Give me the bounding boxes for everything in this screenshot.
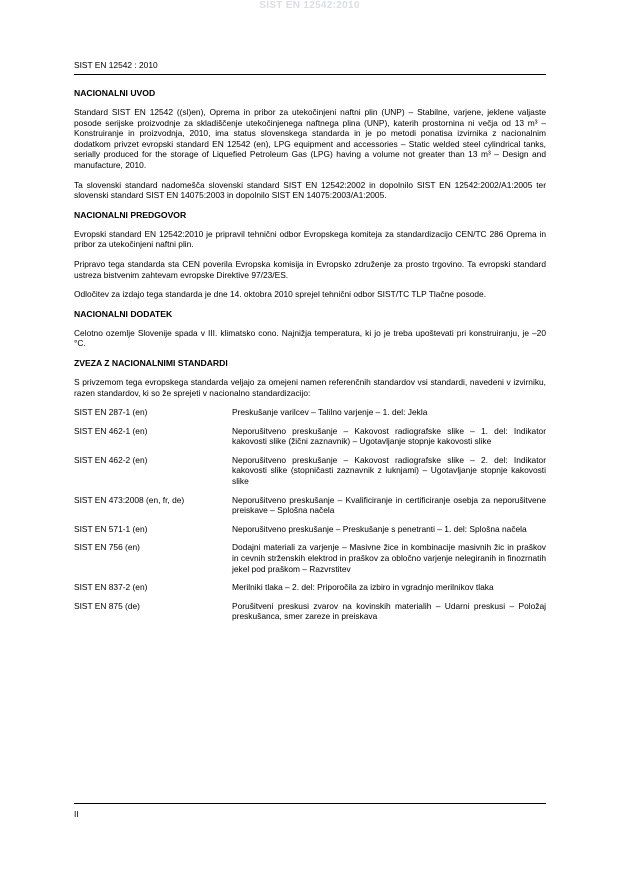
- reference-row: [74, 455, 546, 487]
- reference-title: Dodajni materiali za varjenje – Masivne žice in kombinacije masivnih žic in praškov in cevnih strženskih elektrod in praškov za obločno varjenje nelegiranih in finozrnatih jekel pod praškom – Razvrstitev: [232, 542, 546, 574]
- reference-row: [74, 582, 546, 593]
- heading-nacionalni-uvod: NACIONALNI UVOD: [74, 88, 156, 98]
- reference-code: SIST EN 287-1 (en): [74, 407, 148, 418]
- page-content: [74, 88, 546, 630]
- reference-code: SIST EN 462-1 (en): [74, 425, 148, 436]
- reference-code: SIST EN 473:2008 (en, fr, de): [74, 494, 185, 505]
- reference-row: [74, 426, 546, 447]
- reference-list: [74, 407, 546, 622]
- header-document-id: SIST EN 12542 : 2010: [74, 60, 158, 70]
- footer-rule: [74, 803, 546, 804]
- reference-title: Neporušitveno preskušanje – Kakovost radiografske slike – 1. del: Indikator kakovosti slike (žični zaznavnik) – Ugotavljanje stopnje kakovosti slike: [232, 425, 546, 447]
- paragraph: Evropski standard EN 12542:2010 je pripravil tehnični odbor Evropskega komiteja za standardizacijo CEN/TC 286 Oprema in pribor za utekočinjeni naftni plin.: [74, 228, 546, 250]
- reference-code: SIST EN 571-1 (en): [74, 523, 148, 534]
- reference-code: SIST EN 875 (de): [74, 600, 140, 611]
- paragraph: Odločitev za izdajo tega standarda je dne 14. oktobra 2010 sprejel tehnični odbor SIST/TC TLP Tlačne posode.: [74, 289, 487, 300]
- reference-row: [74, 601, 546, 622]
- watermark: SIST EN 12542:2010: [259, 0, 360, 11]
- heading-zveza-z-nacionalnimi-standardi: ZVEZA Z NACIONALNIMI STANDARDI: [74, 357, 228, 368]
- page-number: II: [74, 809, 79, 819]
- reference-code: SIST EN 756 (en): [74, 542, 140, 553]
- paragraph: Standard SIST EN 12542 ((sl)en), Oprema in pribor za utekočinjeni naftni plin (UNP) – Stabilne, varjene, jeklene valjaste posode serijske proizvodnje za skladiščenje utekočinjenega naftnega plina (UNP), katerih prostornina ni večja od 13 m³ – Konstruiranje in proizvodnja, 2010, ima status slovenskega standarda in je po metodi ponatisa izvirnika z nacionalnim dodatkom privzet evropski standard EN 12542 (en), LPG equipment and accessories – Static welded steel cylindrical tanks, serially produced for the storage of Liquefied Petroleum Gas (LPG) having a volume not greater than 13 m³ – Design and manufacture, 2010.: [74, 107, 546, 170]
- reference-title: Merilniki tlaka – 2. del: Priporočila za izbiro in vgradnjo merilnikov tlaka: [232, 582, 494, 593]
- reference-code: SIST EN 837-2 (en): [74, 582, 148, 593]
- heading-nacionalni-dodatek: NACIONALNI DODATEK: [74, 308, 173, 319]
- header-rule: [74, 74, 546, 75]
- reference-title: Neporušitveno preskušanje – Preskušanje s penetranti – 1. del: Splošna načela: [232, 523, 527, 534]
- paragraph: Celotno ozemlje Slovenije spada v III. klimatsko cono. Najnižja temperatura, ki jo je treba upoštevati pri konstruiranju, je –20 °C.: [74, 327, 546, 349]
- reference-row: [74, 495, 546, 516]
- reference-title: Neporušitveno preskušanje – Kakovost radiografske slike – 2. del: Indikator kakovosti slike (stopničasti zaznavnik z luknjami) – Ugotavljanje stopnje kakovosti slike: [232, 454, 546, 487]
- paragraph: Pripravo tega standarda sta CEN poverila Evropska komisija in Evropsko združenje za prosto trgovino. Ta evropski standard ustreza bistvenim zahtevam evropske Direktive 97/23/ES.: [74, 258, 546, 280]
- reference-row: [74, 407, 546, 418]
- paragraph: S privzemom tega evropskega standarda veljajo za omejeni namen referenčnih standardov vsi standardi, navedeni v izvirniku, razen standardov, ki so že sprejeti v nacionalno standardizacijo:: [74, 376, 546, 398]
- reference-title: Porušitveni preskusi zvarov na kovinskih materialih – Udarni preskusi – Položaj preskušanca, smer zareze in preiskava: [232, 600, 546, 622]
- reference-row: [74, 542, 546, 574]
- reference-title: Preskušanje varilcev – Talilno varjenje – 1. del: Jekla: [232, 407, 428, 418]
- heading-nacionalni-predgovor: NACIONALNI PREDGOVOR: [74, 209, 187, 220]
- reference-title: Neporušitveno preskušanje – Kvalificiranje in certificiranje osebja za neporušitvene preiskave – Splošna načela: [232, 494, 546, 516]
- reference-code: SIST EN 462-2 (en): [74, 454, 148, 465]
- paragraph: Ta slovenski standard nadomešča slovenski standard SIST EN 12542:2002 in dopolnilo SIST EN 12542:2002/A1:2005 ter slovenski standard SIST EN 14075:2003 in dopolnilo SIST EN 14075:2003/A1:2005.: [74, 179, 546, 201]
- reference-row: [74, 524, 546, 535]
